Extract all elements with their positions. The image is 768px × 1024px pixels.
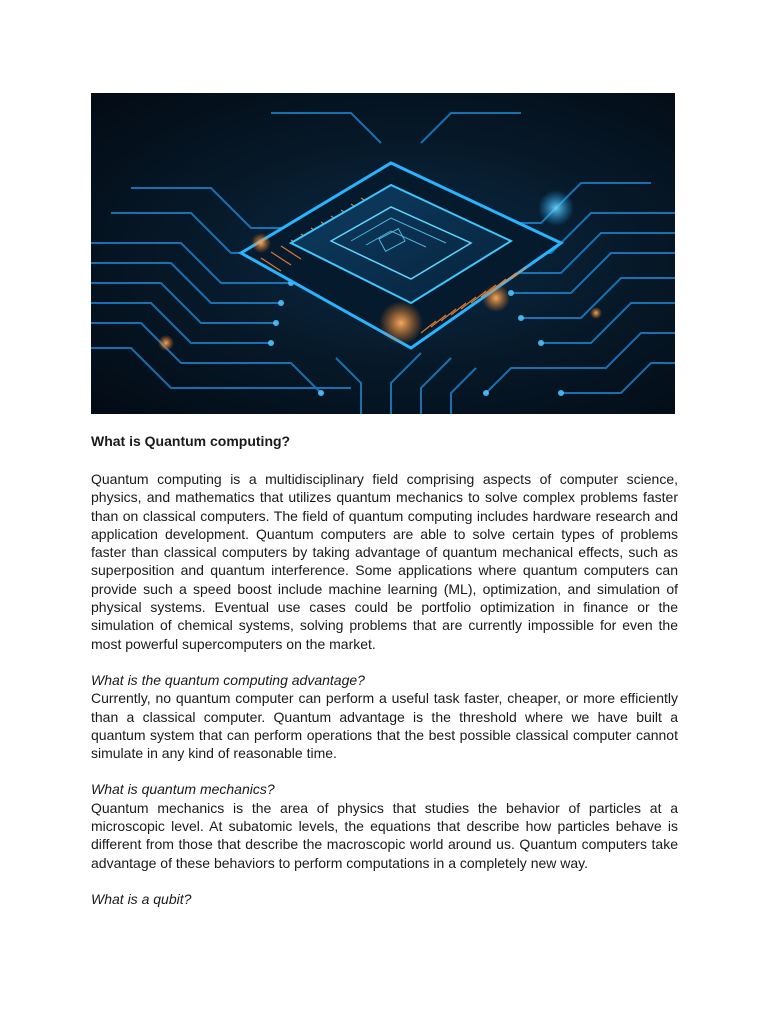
section-heading: What is quantum mechanics?	[91, 781, 275, 798]
article	[91, 432, 678, 926]
section-qubit	[91, 890, 678, 908]
section-body: Currently, no quantum computer can perform a useful task faster, cheaper, or more efficiently than a classical computer. Quantum advantage is the threshold where we have built a quantum system that can perform operations that the best possible classical computer cannot simulate in any kind of reasonable time.	[91, 690, 678, 762]
section-mechanics	[91, 780, 678, 871]
circuit-chip-illustration	[91, 93, 675, 414]
section-heading: What is the quantum computing advantage?	[91, 671, 365, 688]
section-body: Quantum mechanics is the area of physics that studies the behavior of particles at a microscopic level. At subatomic levels, the equations that describe how particles behave is different from those that describe the macroscopic world around us. Quantum computers take advantage of these behaviors to perform computations in a completely new way.	[91, 799, 678, 871]
circuit-chip-icon	[91, 93, 675, 414]
intro-section	[91, 470, 678, 653]
intro-paragraph: Quantum computing is a multidisciplinary field comprising aspects of computer science, physics, and mathematics that utilizes quantum mechanics to solve complex problems faster than on classical computers. The field of quantum computing includes hardware research and application development. Quantum computers are able to solve certain types of problems faster than classical computers by taking advantage of quantum mechanical effects, such as superposition and quantum interference. Some applications where quantum computers can provide such a speed boost include machine learning (ML), optimization, and simulation of physical systems. Eventual use cases could be portfolio optimization in finance or the simulation of chemical systems, solving problems that are currently impossible for even the most powerful supercomputers on the market.	[91, 471, 678, 652]
article-title: What is Quantum computing?	[91, 433, 291, 449]
section-advantage	[91, 671, 678, 762]
section-heading: What is a qubit?	[91, 890, 192, 907]
